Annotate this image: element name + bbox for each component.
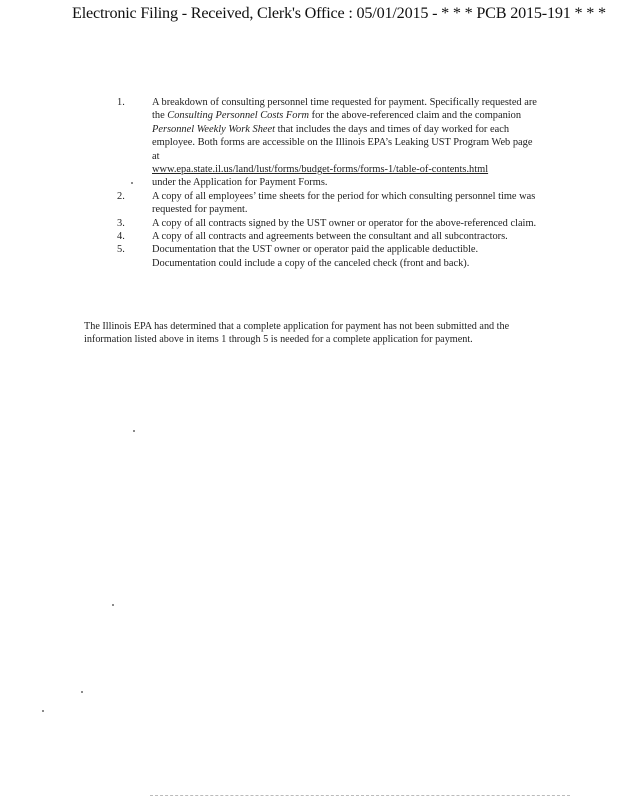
requested-documents-list (117, 96, 537, 270)
list-item-number: 3. (117, 217, 125, 229)
scan-speck (133, 430, 135, 432)
list-item-number: 1. (117, 97, 125, 108)
scan-edge-line (150, 795, 570, 797)
scan-speck (81, 691, 83, 693)
list-item (117, 243, 537, 270)
filing-stamp-header: Electronic Filing - Received, Clerk's Office : 05/01/2015 - * * * PCB 2015-191 * * * (72, 4, 606, 22)
scan-speck (42, 710, 44, 712)
forms-web-link[interactable]: www.epa.state.il.us/land/lust/forms/budget-forms/forms-1/table-of-contents.html (152, 164, 489, 176)
form-name-consulting-personnel-costs: Consulting Personnel Costs Form (167, 110, 310, 122)
list-item (117, 217, 537, 230)
list-item (117, 96, 537, 190)
list-item (117, 190, 537, 217)
scan-speck (112, 604, 114, 606)
form-name-personnel-weekly-work-sheet: Personnel Weekly Work Sheet (152, 123, 276, 135)
list-item (117, 230, 537, 243)
summary-paragraph: The Illinois EPA has determined that a complete application for payment has not been submitted and the information listed above in items 1 through 5 is needed for a complete application for payment. (84, 321, 510, 346)
list-item-text: A breakdown of consulting personnel time requested for payment. Specifically requested are the Consulting Personnel Costs Form for the above-referenced claim and the companion Personnel Weekly Work Sheet that includes the days and times of day worked for each employee. Both forms are accessible on the Illinois EPA’s Leaking UST Program Web page at www.epa.state.il.us/land/lust/forms/budget-forms/forms-1/table-of-contents.html under the Application for Payment Forms. (152, 97, 537, 189)
list-item-number: 5. (117, 244, 125, 256)
list-item-text: Documentation that the UST owner or operator paid the applicable deductible. Documentation could include a copy of the canceled check (front and back). (152, 244, 479, 269)
list-item-text: A copy of all contracts and agreements between the consultant and all subcontractors. (152, 231, 508, 243)
list-item-text: A copy of all employees’ time sheets for the period for which consulting personnel time was requested for payment. (152, 190, 536, 216)
list-item-number: 4. (117, 231, 125, 243)
list-item-number: 2. (117, 190, 125, 202)
scan-speck (131, 182, 133, 184)
list-item-text: A copy of all contracts signed by the UST owner or operator for the above-referenced claim. (152, 217, 537, 229)
